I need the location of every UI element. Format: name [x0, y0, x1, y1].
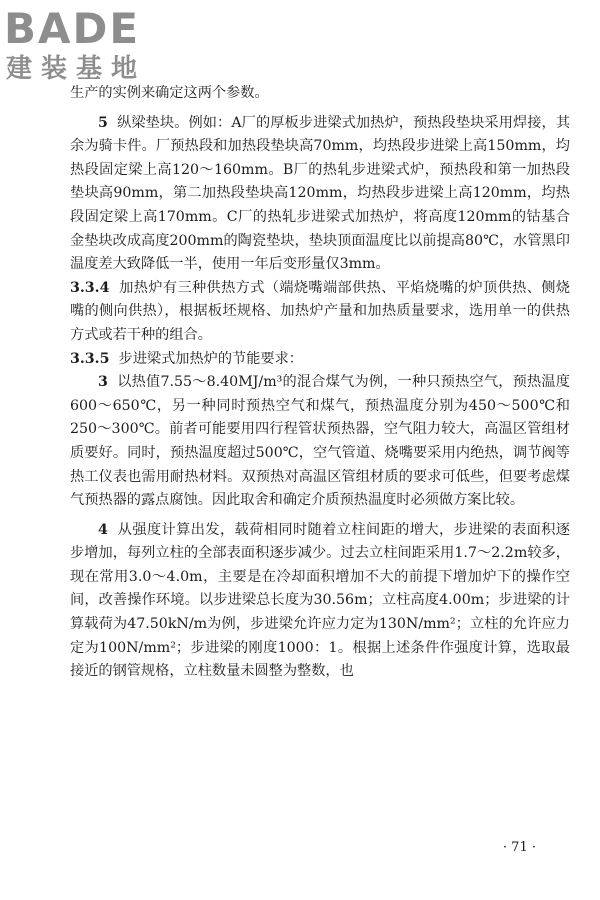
section-number: 3.3.4 — [70, 279, 110, 296]
document-body — [70, 82, 570, 684]
item-label: 3 — [98, 374, 108, 391]
bade-logo — [4, 6, 154, 90]
section-3-3-5 — [70, 348, 570, 372]
paragraph-intro — [70, 82, 570, 106]
page-number: · 71 · — [502, 840, 536, 855]
item-label: 4 — [98, 521, 108, 538]
paragraph-text: 加热炉有三种供热方式（端烧嘴端部供热、平焰烧嘴的炉顶供热、侧烧嘴的侧向供热），根据板坯规格、加热炉产量和加热质量要求，选用单一的供热方式或若干种的组合。 — [70, 279, 570, 343]
paragraph-item-5 — [70, 112, 570, 277]
section-number: 3.3.5 — [70, 350, 110, 367]
paragraph-text: 步进梁式加热炉的节能要求： — [118, 350, 303, 367]
paragraph-text: 生产的实例来确定这两个参数。 — [70, 85, 269, 101]
item-label: 5 — [98, 114, 108, 131]
paragraph-item-4 — [70, 519, 570, 684]
logo-subtitle: 建装基地 — [6, 54, 147, 84]
section-3-3-4 — [70, 277, 570, 348]
paragraph-text: 纵梁垫块。例如：A厂的厚板步进梁式加热炉，预热段垫块采用焊接，其余为骑卡件。厂预热段和加热段垫块高70mm，均热段步进梁上高150mm，均热段固定梁上高120～160mm。B厂的热轧步进梁式炉，预热段和第一加热段垫块高90mm，第二加热段垫块高120mm，均热段步进梁上高120mm，均热段固定梁上高170mm。C厂的热轧步进梁式加热炉，将高度120mm的钴基合金垫块改成高度200mm的陶瓷垫块，垫块顶面温度比以前提高80℃，水管黑印温度差大致降低一半，使用一年后变形量仅3mm。 — [70, 114, 571, 273]
logo-wordmark: BADE — [4, 4, 141, 53]
paragraph-item-3 — [70, 371, 570, 513]
paragraph-text: 以热值7.55～8.40MJ/m³的混合煤气为例，一种只预热空气，预热温度600～650℃，另一种同时预热空气和煤气，预热温度分别为450～500℃和250～300℃。前者可能要用四行程管状预热器，空气阻力较大，高温区管组材质要好。同时，预热温度超过500℃，空气管道、烧嘴要采用内绝热，调节阀等热工仪表也需用耐热材料。双预热对高温区管组材质的要求可低些，但要考虑煤气预热器的露点腐蚀。因此取舍和确定介质预热温度时必须做方案比较。 — [70, 374, 570, 509]
paragraph-text: 从强度计算出发，载荷相同时随着立柱间距的增大，步进梁的表面积逐步增加，每列立柱的全部表面积逐步减少。过去立柱间距采用1.7～2.2m较多，现在常用3.0～4.0m，主要是在冷却面积增加不大的前提下增加炉下的操作空间，改善操作环境。以步进梁总长度为30.56m；立柱高度4.00m；步进梁的计算载荷为47.50kN/m为例，步进梁允许应力定为130N/mm²；立柱的允许应力定为100N/mm²；步进梁的刚度1000：1。根据上述条件作强度计算，选取最接近的钢管规格，立柱数量未圆整为整数，也 — [70, 521, 570, 680]
